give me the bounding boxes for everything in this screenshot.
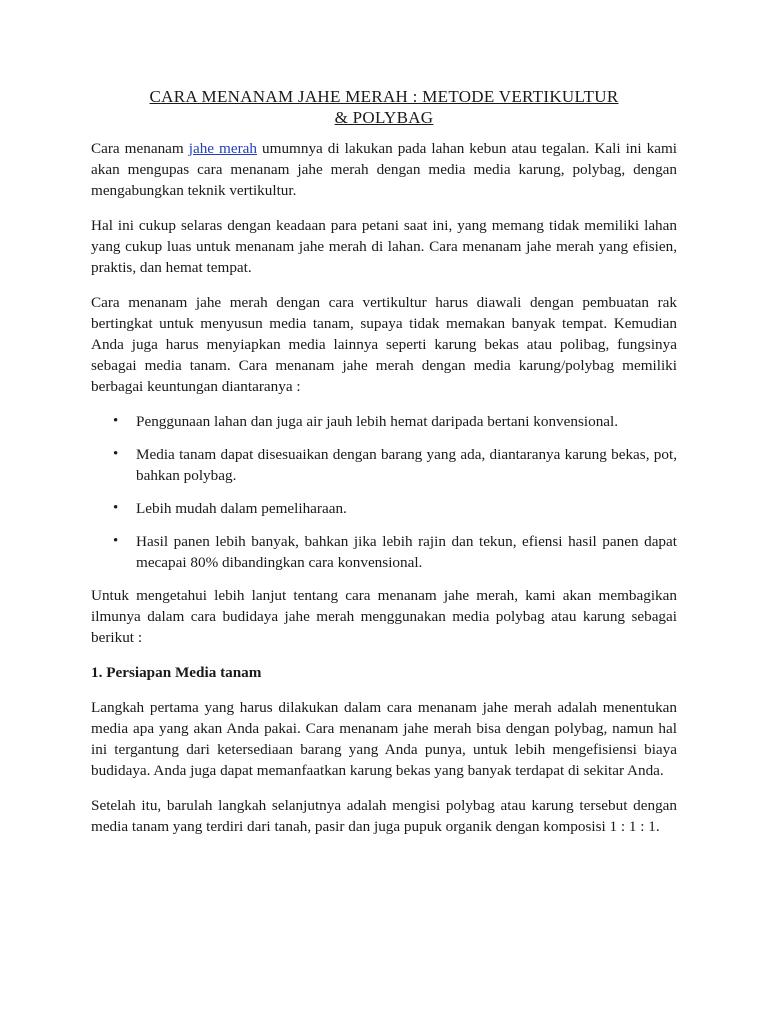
bullet-icon: •: [113, 533, 119, 549]
jahe-merah-link[interactable]: jahe merah: [188, 140, 258, 157]
list-item: [91, 444, 677, 486]
intro-after-link: umumnya di lakukan pada lahan kebun atau tegalan. Kali ini kami akan mengupas cara menanam jahe merah dengan media media karung, polybag, dengan mengabungkan teknik vertikultur.: [91, 140, 677, 199]
paragraph-2: Hal ini cukup selaras dengan keadaan para petani saat ini, yang memang tidak memiliki lahan yang cukup luas untuk menanam jahe merah di lahan. Cara menanam jahe merah yang efisien, praktis, dan hemat tempat.: [91, 217, 677, 276]
paragraph-3: Cara menanam jahe merah dengan cara vertikultur harus diawali dengan pembuatan rak bertingkat untuk menyusun media tanam, supaya tidak memakan banyak tempat. Kemudian Anda juga harus menyiapkan media lainnya seperti karung bekas atau polibag, fungsinya sebagai media tanam. Cara menanam jahe merah dengan media karung/polybag memiliki berbagai keuntungan diantaranya :: [91, 294, 677, 395]
benefits-list: [91, 411, 677, 573]
document-title: [91, 86, 677, 128]
list-item-text: Penggunaan lahan dan juga air jauh lebih hemat daripada bertani konvensional.: [136, 413, 619, 430]
document-page: [91, 86, 677, 851]
intro-before-link: Cara menanam: [91, 140, 189, 157]
bullet-icon: •: [113, 413, 119, 429]
bullet-icon: •: [113, 500, 119, 516]
paragraph-4: Untuk mengetahui lebih lanjut tentang cara menanam jahe merah, kami akan membagikan ilmunya dalam cara budidaya jahe merah menggunakan media polybag atau karung sebagai berikut :: [91, 587, 677, 646]
title-line-2: & POLYBAG: [334, 108, 434, 127]
section-1-heading: 1. Persiapan Media tanam: [91, 664, 262, 681]
title-line-1: CARA MENANAM JAHE MERAH : METODE VERTIKULTUR: [149, 87, 619, 106]
list-item-text: Hasil panen lebih banyak, bahkan jika lebih rajin dan tekun, efiensi hasil panen dapat mecapai 80% dibandingkan cara konvensional.: [136, 533, 677, 571]
section-1-paragraph-1: Langkah pertama yang harus dilakukan dalam cara menanam jahe merah adalah menentukan media apa yang akan Anda pakai. Cara menanam jahe merah bisa dengan polybag, namun hal ini tergantung dari ketersediaan barang yang Anda punya, untuk lebih mengefisiensi biaya budidaya. Anda juga dapat memanfaatkan karung bekas yang banyak terdapat di sekitar Anda.: [91, 699, 677, 779]
list-item: [91, 531, 677, 573]
section-1-paragraph-2: Setelah itu, barulah langkah selanjutnya adalah mengisi polybag atau karung tersebut dengan media tanam yang terdiri dari tanah, pasir dan juga pupuk organik dengan komposisi 1 : 1 : 1.: [91, 797, 677, 835]
list-item-text: Lebih mudah dalam pemeliharaan.: [136, 500, 347, 517]
bullet-icon: •: [113, 446, 119, 462]
list-item: [91, 498, 677, 519]
list-item: [91, 411, 677, 432]
intro-paragraph: [91, 138, 677, 201]
list-item-text: Media tanam dapat disesuaikan dengan barang yang ada, diantaranya karung bekas, pot, bahkan polybag.: [136, 446, 677, 484]
